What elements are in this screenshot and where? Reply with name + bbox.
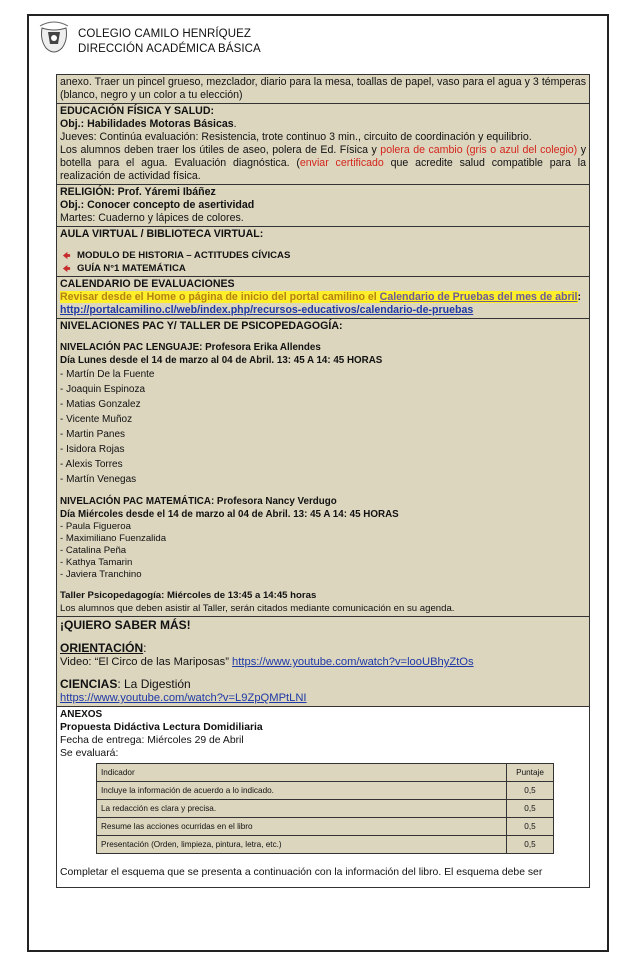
school-header — [78, 27, 261, 57]
indicator-cell: La redacción es clara y precisa. — [97, 800, 507, 818]
lenguaje-title: NIVELACIÓN PAC LENGUAJE: Profesora Erika Allendes — [60, 342, 321, 353]
ciencias-text: : La Digestión — [117, 677, 191, 691]
lenguaje-schedule: Día Lunes desde el 14 de marzo al 04 de Abril. 13: 45 A 14: 45 HORAS — [60, 355, 383, 366]
department-name: DIRECCIÓN ACADÉMICA BÁSICA — [78, 43, 261, 55]
calendario-section — [57, 277, 589, 319]
edfisica-l2b: y botella para el agua. Evaluación diagnóstica. ( — [60, 144, 586, 169]
anexos-footer-text: Completar el esquema que se presenta a continuación con la información del libro. El esquema debe ser — [60, 867, 543, 878]
calendario-colon: : — [577, 291, 582, 303]
table-row — [97, 800, 554, 818]
nivelaciones-title: NIVELACIONES PAC Y/ TALLER DE PSICOPEDAGOGÍA: — [60, 320, 343, 332]
school-crest-logo — [36, 18, 72, 58]
aula-item-matematica[interactable] — [62, 262, 586, 275]
matematica-schedule: Día Miércoles desde el 14 de marzo al 04 de Abril. 13: 45 A 14: 45 HORAS — [60, 509, 399, 520]
calendario-highlight-text: Revisar desde el Home o página de inicio del portal camilino el — [60, 291, 380, 303]
score-cell: 0,5 — [507, 818, 554, 836]
student-item: - Matias Gonzalez — [60, 399, 141, 410]
pointer-bullet-icon — [62, 251, 71, 260]
taller-title: Taller Psicopedagogía: Miércoles de 13:45 a 14:45 horas — [60, 590, 317, 601]
student-item: - Kathya Tamarin — [60, 557, 133, 568]
video-link[interactable]: https://www.youtube.com/watch?v=looUBhyZtOs — [232, 656, 474, 668]
religion-section — [57, 185, 589, 227]
student-item: - Martin Panes — [60, 429, 126, 440]
ciencias-label: CIENCIAS — [60, 677, 118, 691]
ciencias-link[interactable]: https://www.youtube.com/watch?v=L9ZpQMPtLNI — [60, 692, 307, 704]
saber-title: ¡QUIERO SABER MÁS! — [60, 618, 191, 632]
student-item: - Martín Venegas — [60, 474, 137, 485]
orientacion-colon: : — [143, 641, 147, 655]
taller-text: Los alumnos que deben asistir al Taller, serán citados mediante comunicación en su agenda. — [60, 603, 455, 614]
score-cell: 0,5 — [507, 800, 554, 818]
table-row — [97, 836, 554, 854]
anexos-evaluara: Se evaluará: — [60, 748, 119, 759]
edfisica-red-uniform: polera de cambio (gris o azul del colegio) — [380, 144, 578, 156]
religion-line1: Martes: Cuaderno y lápices de colores. — [60, 212, 244, 224]
student-item: - Paula Figueroa — [60, 521, 131, 532]
edfisica-l2a: Los alumnos deben traer los útiles de aseo, polera de Ed. Física y — [60, 144, 381, 156]
aula-item-label: MODULO DE HISTORIA – ACTITUDES CÍVICAS — [77, 250, 291, 261]
edfisica-section — [57, 104, 589, 185]
aula-item-label: GUÍA N°1 MATEMÁTICA — [77, 263, 186, 274]
student-item: - Catalina Peña — [60, 545, 127, 556]
header-puntaje: Puntaje — [507, 764, 554, 782]
calendario-highlight — [60, 291, 586, 304]
student-item: - Javiera Tranchino — [60, 569, 142, 580]
calendario-url-link[interactable]: http://portalcamilino.cl/web/index.php/recursos-educativos/calendario-de-pruebas — [60, 304, 474, 316]
calendario-title: CALENDARIO DE EVALUACIONES — [60, 278, 235, 290]
matematica-title: NIVELACIÓN PAC MATEMÁTICA: Profesora Nancy Verdugo — [60, 496, 337, 507]
edfisica-red-certificate: enviar certificado — [299, 157, 384, 169]
art-section — [57, 75, 589, 104]
student-item: - Vicente Muñoz — [60, 414, 133, 425]
religion-title: RELIGIÓN: Prof. Yáremi Ibáñez — [60, 186, 216, 198]
table-row — [97, 818, 554, 836]
aula-title: AULA VIRTUAL / BIBLIOTECA VIRTUAL: — [60, 228, 264, 240]
indicator-cell: Resume las acciones ocurridas en el libro — [97, 818, 507, 836]
score-cell: 0,5 — [507, 782, 554, 800]
matematica-student-list — [60, 521, 586, 581]
video-text: Video: “El Circo de las Mariposas” — [60, 656, 233, 668]
edfisica-line2 — [60, 144, 586, 183]
nivelaciones-section — [57, 319, 589, 617]
edfisica-objective-dot: . — [233, 118, 237, 130]
content-table — [56, 74, 590, 888]
pointer-bullet-icon — [62, 264, 71, 273]
student-item: - Alexis Torres — [60, 459, 123, 470]
aula-section — [57, 227, 589, 277]
anexos-subtitle: Propuesta Didáctiva Lectura Domidiliaria — [60, 722, 263, 733]
orientacion-label: ORIENTACIÓN — [60, 641, 144, 655]
indicator-table — [96, 763, 554, 854]
calendario-link-text[interactable]: Calendario de Pruebas del mes de abril — [379, 291, 578, 303]
edfisica-line1: Jueves: Continúa evaluación: Resistencia, trote continuo 3 min., circuito de coordinación y equilibrio. — [60, 131, 532, 143]
anexos-fecha: Fecha de entrega: Miércoles 29 de Abril — [60, 735, 244, 746]
anexos-title: ANEXOS — [60, 709, 103, 720]
school-name: COLEGIO CAMILO HENRÍQUEZ — [78, 28, 252, 40]
saber-section — [57, 617, 589, 707]
anexos-section — [57, 707, 589, 887]
edfisica-l2c: que acredite salud compatible para la realización de actividad física. — [60, 157, 586, 182]
student-item: - Isidora Rojas — [60, 444, 125, 455]
art-text: anexo. Traer un pincel grueso, mezclador, diario para la mesa, toallas de papel, vaso para el agua y 3 témperas (blanco, negro y un color a tu elección) — [60, 76, 586, 101]
score-cell: 0,5 — [507, 836, 554, 854]
edfisica-title: EDUCACIÓN FÍSICA Y SALUD: — [60, 105, 215, 117]
indicator-cell: Incluye la información de acuerdo a lo indicado. — [97, 782, 507, 800]
table-row — [97, 782, 554, 800]
lenguaje-student-list — [60, 367, 586, 487]
religion-objective: Obj.: Conocer concepto de asertividad — [60, 199, 255, 211]
student-item: - Maximiliano Fuenzalida — [60, 533, 167, 544]
header-indicador: Indicador — [97, 764, 507, 782]
table-header-row — [97, 764, 554, 782]
student-item: - Joaquin Espinoza — [60, 384, 146, 395]
edfisica-objective: Obj.: Habilidades Motoras Básicas — [60, 118, 234, 130]
indicator-cell: Presentación (Orden, limpieza, pintura, letra, etc.) — [97, 836, 507, 854]
aula-item-historia[interactable] — [62, 249, 586, 262]
student-item: - Martín De la Fuente — [60, 369, 155, 380]
